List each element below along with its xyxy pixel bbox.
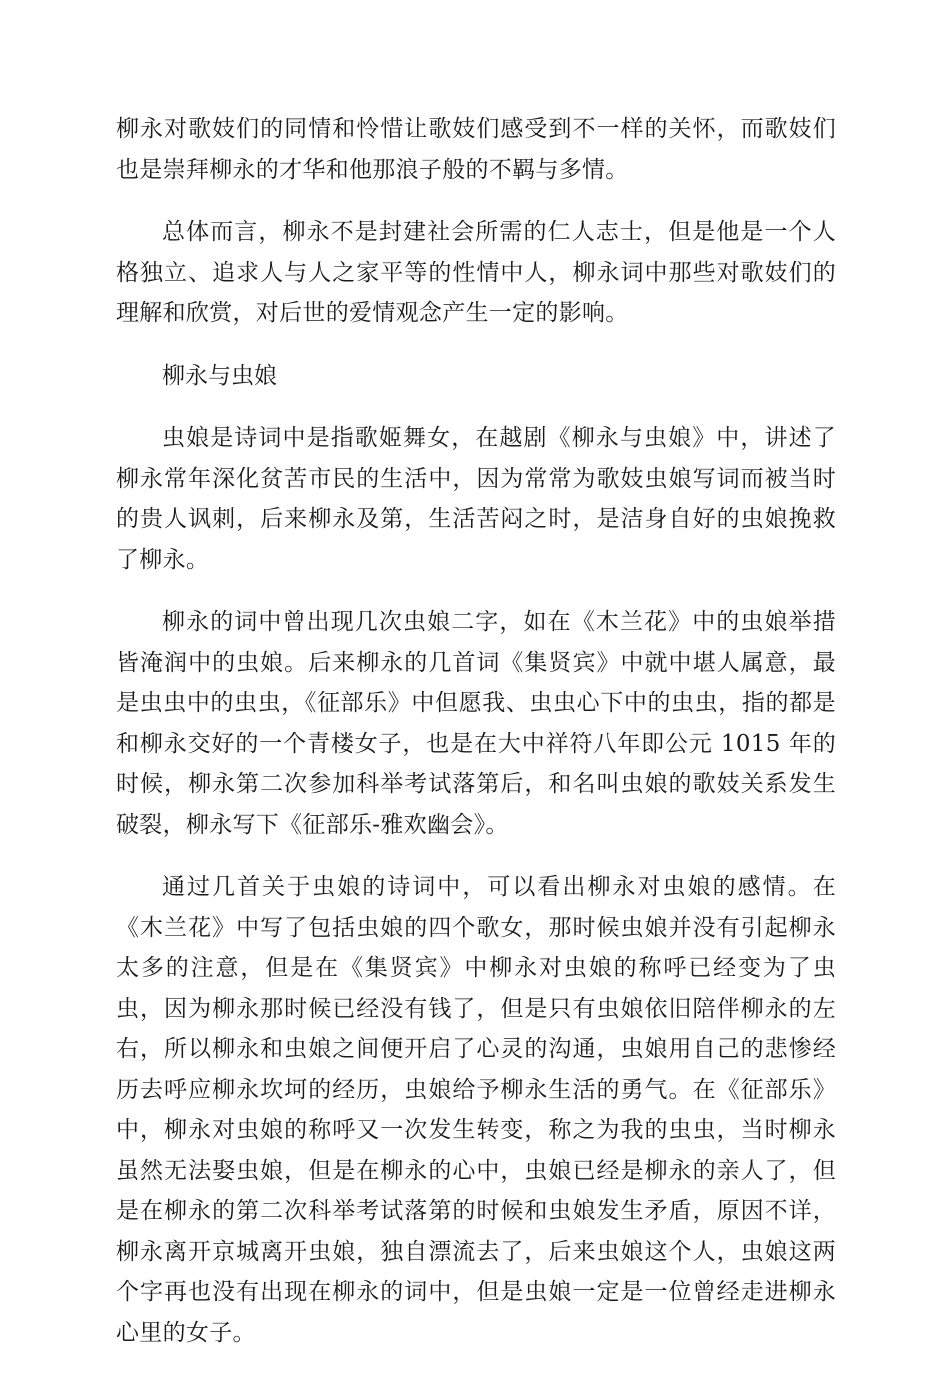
- paragraph-5: 通过几首关于虫娘的诗词中，可以看出柳永对虫娘的感情。在《木兰花》中写了包括虫娘的四个歌女，那时候虫娘并没有引起柳永太多的注意，但是在《集贤宾》中柳永对虫娘的称呼已经变为了虫虫，因为柳永那时候已经没有钱了，但是只有虫娘依旧陪伴柳永的左右，所以柳永和虫娘之间便开启了心灵的沟通，虫娘用自己的悲惨经历去呼应柳永坎坷的经历，虫娘给予柳永生活的勇气。在《征部乐》中，柳永对虫娘的称呼又一次发生转变，称之为我的虫虫，当时柳永虽然无法娶虫娘，但是在柳永的心中，虫娘已经是柳永的亲人了，但是在柳永的第二次科举考试落第的时候和虫娘发生矛盾，原因不详，柳永离开京城离开虫娘，独自漂流去了，后来虫娘这个人，虫娘这两个字再也没有出现在柳永的词中，但是虫娘一定是一位曾经走进柳永心里的女子。: [116, 874, 836, 1346]
- paragraph-1: 柳永对歌妓们的同情和怜惜让歌妓们感受到不一样的关怀，而歌妓们也是崇拜柳永的才华和他那浪子般的不羁与多情。: [116, 116, 836, 183]
- section-heading: 柳永与虫娘: [162, 362, 277, 389]
- paragraph-3: 虫娘是诗词中是指歌姬舞女，在越剧《柳永与虫娘》中，讲述了柳永常年深化贫苦市民的生活中，因为常常为歌妓虫娘写词而被当时的贵人讽刺，后来柳永及第，生活苦闷之时，是洁身自好的虫娘挽救了柳永。: [116, 425, 836, 573]
- document-body: [116, 109, 836, 1375]
- paragraph-2: 总体而言，柳永不是封建社会所需的仁人志士，但是他是一个人格独立、追求人与人之家平等的性情中人，柳永词中那些对歌妓们的理解和欣赏，对后世的爱情观念产生一定的影响。: [116, 219, 836, 326]
- paragraph-4: 柳永的词中曾出现几次虫娘二字，如在《木兰花》中的虫娘举措皆淹润中的虫娘。后来柳永的几首词《集贤宾》中就中堪人属意，最是虫虫中的虫虫，《征部乐》中但愿我、虫虫心下中的虫虫，指的都是和柳永交好的一个青楼女子，也是在大中祥符八年即公元 1015 年的时候，柳永第二次参加科举考试落第后，和名叫虫娘的歌妓关系发生破裂，柳永写下《征部乐-雅欢幽会》。: [116, 609, 836, 838]
